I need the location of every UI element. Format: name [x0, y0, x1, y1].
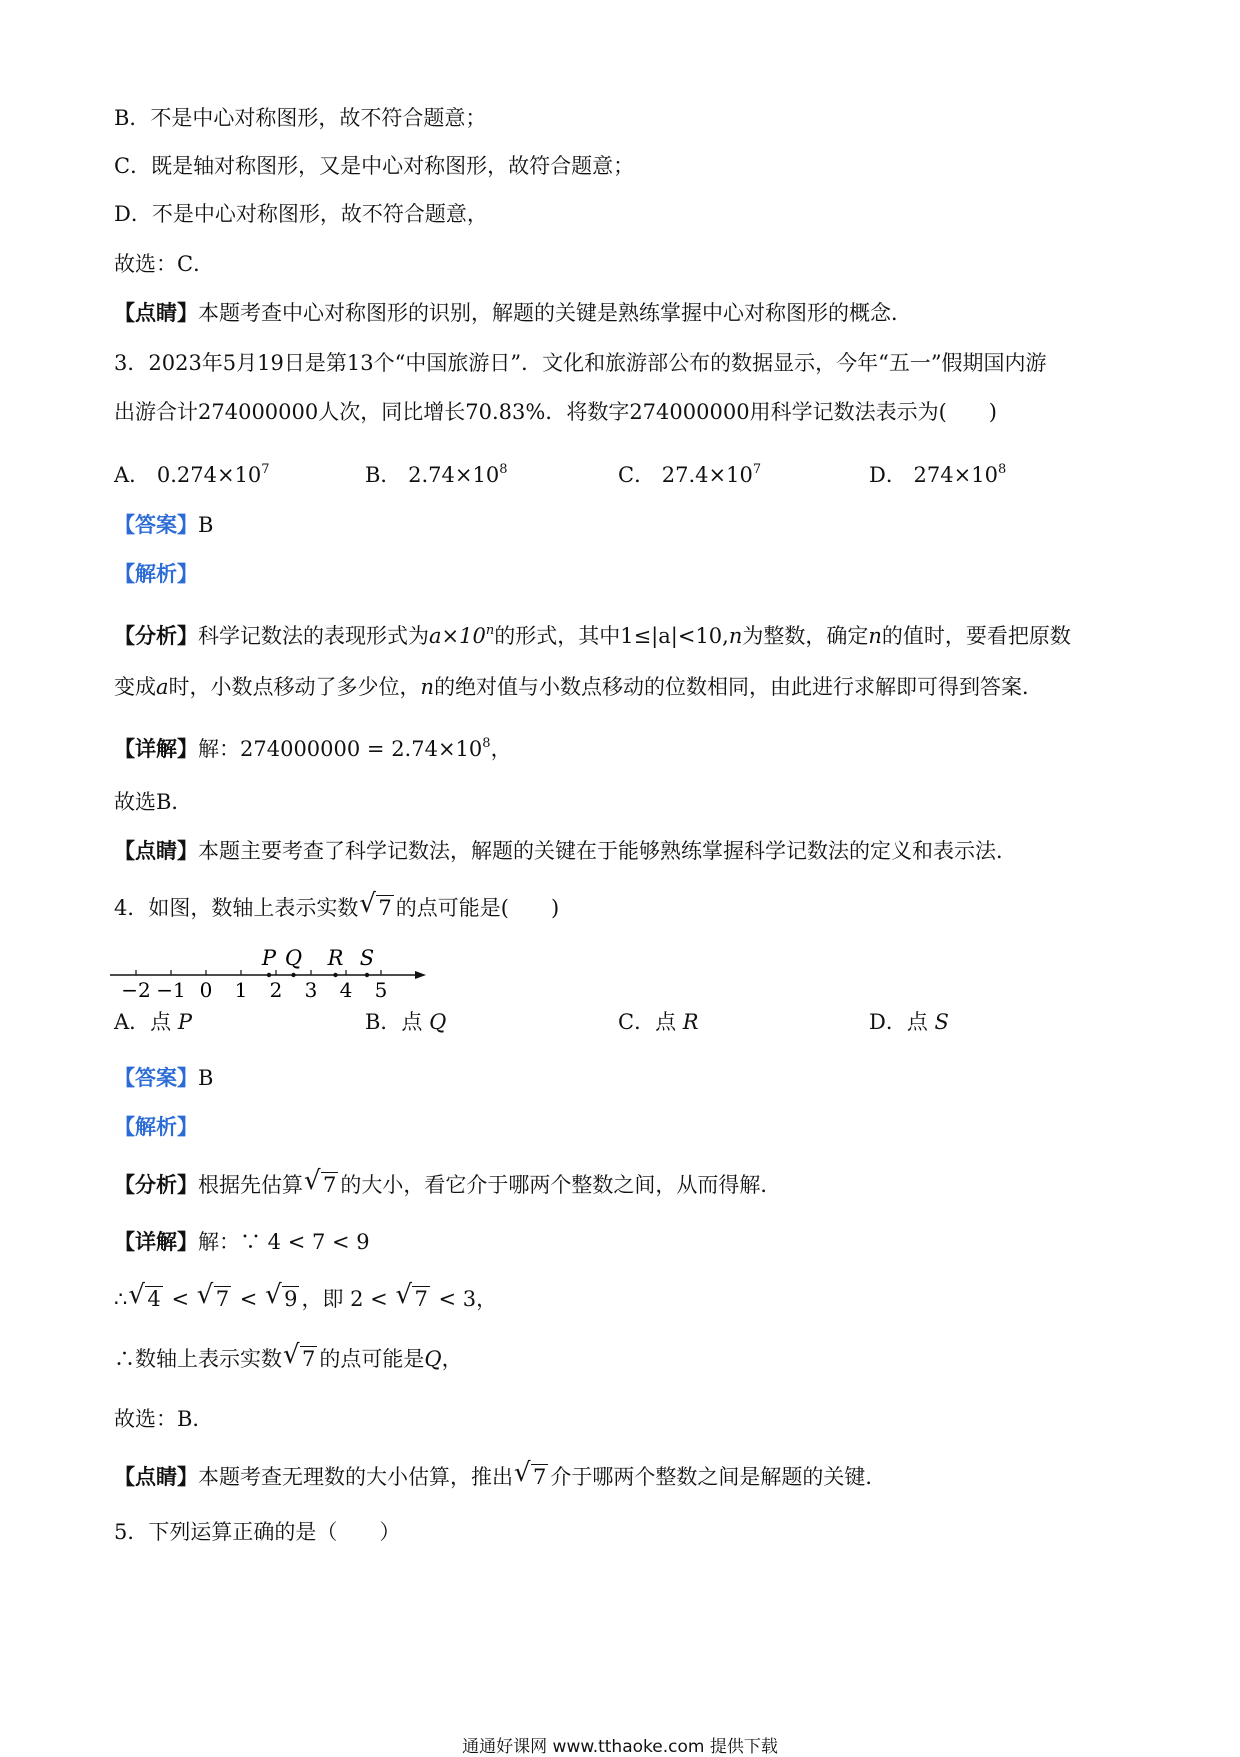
text: 的点可能是( ): [395, 896, 560, 920]
sqrt-7: [305, 1170, 338, 1200]
option-point: S: [934, 1010, 949, 1034]
var-n: n: [420, 675, 435, 699]
q4-stem: [114, 893, 559, 923]
q4-fenxi: [114, 1170, 781, 1200]
q4-analysis-tag: 【解析】: [114, 1115, 198, 1139]
option-label: A．点: [114, 1010, 172, 1034]
option-label: C．点: [618, 1010, 677, 1034]
option-value: 274×10: [913, 463, 998, 487]
q4-note: [114, 1462, 886, 1492]
note-text: 本题考查中心对称图形的识别，解题的关键是熟练掌握中心对称图形的概念．: [198, 301, 912, 325]
q3-detail: [114, 729, 512, 764]
detail-tag: 【详解】: [114, 1230, 198, 1254]
text: 科学记数法的表现形式为: [198, 624, 429, 648]
text: 为整数，确定: [742, 624, 869, 648]
tick-label: 1: [234, 978, 248, 1002]
q3-answer: [114, 510, 213, 540]
detail-exponent: 8: [482, 736, 491, 751]
note-tag: 【点睛】: [114, 301, 198, 325]
option-label: D．: [869, 463, 907, 487]
text: < 3，: [438, 1287, 498, 1311]
radicand: 7: [323, 1173, 337, 1197]
option-label: D．点: [869, 1010, 928, 1034]
var-a: a: [156, 675, 169, 699]
q3-stem-line-1: 3．2023年5月19日是第13个“中国旅游日”．文化和旅游部公布的数据显示，今年“五一”假期国内游: [114, 351, 1047, 375]
text: 4．如图，数轴上表示实数: [114, 896, 359, 920]
q2-note: [114, 298, 912, 328]
detail-formula: 解：274000000 = 2.74×10: [198, 737, 483, 761]
option-point: R: [682, 1010, 699, 1034]
option-exponent: 7: [261, 462, 270, 477]
q2-option-c-explain: C．既是轴对称图形，又是中心对称图形，故符合题意；: [114, 154, 635, 178]
q4-step-1: [114, 1284, 497, 1314]
q3-analysis-tag: 【解析】: [114, 562, 198, 586]
radicand: 9: [284, 1287, 298, 1311]
answer-tag: 【答案】: [114, 513, 198, 537]
text: 的值时，要看把原数: [881, 624, 1071, 648]
point-q-label: Q: [284, 946, 303, 970]
q3-option-c: [618, 455, 761, 490]
number-line-figure: [110, 935, 430, 1005]
option-label: C．: [618, 463, 656, 487]
point-p-label: P: [261, 946, 277, 970]
text: 的点可能是: [319, 1347, 425, 1371]
formula-exponent: n: [485, 623, 495, 638]
point-r-dot: [333, 973, 337, 977]
point-r-label: R: [327, 946, 344, 970]
radicand: 7: [302, 1347, 316, 1371]
point-q-dot: [291, 973, 295, 977]
sqrt-7: [360, 893, 393, 923]
option-exponent: 7: [752, 462, 762, 477]
text: 本题考查无理数的大小估算，推出: [198, 1465, 513, 1489]
sqrt-7: [515, 1462, 548, 1492]
option-point: Q: [429, 1010, 447, 1034]
q4-option-a: [114, 1007, 192, 1037]
radicand: 7: [215, 1287, 230, 1311]
option-label: B．点: [365, 1010, 423, 1034]
q2-option-b-explain: B．不是中心对称图形，故不符合题意；: [114, 106, 487, 130]
punct: ，: [490, 737, 512, 761]
fenxi-tag: 【分析】: [114, 1173, 198, 1197]
tick-label: −2: [121, 978, 151, 1002]
q2-choice: 故选：C．: [114, 252, 215, 276]
tick-label: 5: [374, 978, 388, 1002]
q5-stem: 5．下列运算正确的是（ ）: [114, 1520, 401, 1544]
detail-formula: 解：∵ 4 < 7 < 9: [198, 1230, 370, 1254]
tick-label: 2: [269, 978, 283, 1002]
text: ∴数轴上表示实数: [114, 1347, 282, 1371]
text: 变成: [114, 675, 156, 699]
punct: ，: [441, 1347, 463, 1371]
text: 的形式，其中1≤|a|<10,: [494, 624, 729, 648]
answer-value: B: [198, 1066, 214, 1090]
option-exponent: 8: [997, 462, 1007, 477]
sqrt-7: [284, 1344, 317, 1374]
point-s-label: S: [359, 946, 375, 970]
q4-answer: [114, 1063, 213, 1093]
text: 的绝对值与小数点移动的位数相同，由此进行求解即可得到答案．: [434, 675, 1044, 699]
radicand: 7: [533, 1465, 547, 1489]
option-label: A．: [114, 463, 151, 487]
point-p-dot: [267, 973, 271, 977]
note-tag: 【点睛】: [114, 839, 198, 863]
less-than: <: [239, 1287, 258, 1311]
text: 介于哪两个整数之间是解题的关键．: [550, 1465, 887, 1489]
q4-step-2: [114, 1344, 463, 1374]
tick-label: 3: [304, 978, 318, 1002]
option-value: 2.74×10: [408, 463, 500, 487]
q4-option-b: [365, 1007, 446, 1037]
fenxi-tag: 【分析】: [114, 624, 198, 648]
sqrt-7: [396, 1284, 429, 1314]
var-n: n: [868, 624, 882, 648]
arrow-right-icon: [415, 971, 426, 979]
note-tag: 【点睛】: [114, 1465, 198, 1489]
text: ，即 2 <: [301, 1287, 388, 1311]
q4-option-c: [618, 1007, 699, 1037]
detail-tag: 【详解】: [114, 737, 198, 761]
radicand: 7: [414, 1287, 428, 1311]
text: 的大小，看它介于哪两个整数之间，从而得解．: [340, 1173, 782, 1197]
formula: a×10: [429, 624, 486, 648]
q3-note: [114, 836, 1017, 866]
sqrt-9: [266, 1284, 299, 1314]
tick-label: 0: [199, 978, 213, 1002]
option-value: 0.274×10: [156, 463, 262, 487]
answer-value: B: [198, 513, 214, 537]
text: 时，小数点移动了多少位，: [168, 675, 421, 699]
page-footer: 通通好课网 www.tthaoke.com 提供下载: [462, 1737, 778, 1757]
q4-choice: 故选：B．: [114, 1407, 214, 1431]
q3-option-b: [365, 455, 507, 490]
text: 根据先估算: [198, 1173, 303, 1197]
q3-option-a: [114, 455, 270, 490]
q3-option-d: [869, 455, 1006, 490]
option-label: B．: [365, 463, 402, 487]
option-exponent: 8: [499, 462, 508, 477]
tick-label: 4: [339, 978, 353, 1002]
therefore-symbol: ∴: [114, 1287, 128, 1311]
note-text: 本题主要考查了科学记数法，解题的关键在于能够熟练掌握科学记数法的定义和表示法．: [198, 839, 1017, 863]
q4-option-d: [869, 1007, 949, 1037]
q3-fenxi-line-1: [114, 616, 1071, 651]
option-point: P: [177, 1010, 192, 1034]
sqrt-7: [198, 1284, 231, 1314]
point-q: Q: [424, 1347, 442, 1371]
tick-label: −1: [156, 978, 186, 1002]
q3-stem-line-2: 出游合计274000000人次，同比增长70.83%．将数字274000000用科学记数法表示为( ): [114, 400, 997, 424]
var-n: n: [728, 624, 743, 648]
answer-tag: 【答案】: [114, 1066, 198, 1090]
sqrt-4: [129, 1284, 162, 1314]
q3-choice: 故选B．: [114, 790, 193, 814]
option-value: 27.4×10: [661, 463, 753, 487]
radicand: 7: [378, 896, 392, 920]
q2-option-d-explain: D．不是中心对称图形，故不符合题意，: [114, 202, 488, 226]
q3-fenxi-line-2: [114, 672, 1043, 702]
q4-detail: [114, 1227, 370, 1257]
radicand: 4: [147, 1287, 161, 1311]
less-than: <: [171, 1287, 190, 1311]
point-s-dot: [365, 973, 369, 977]
